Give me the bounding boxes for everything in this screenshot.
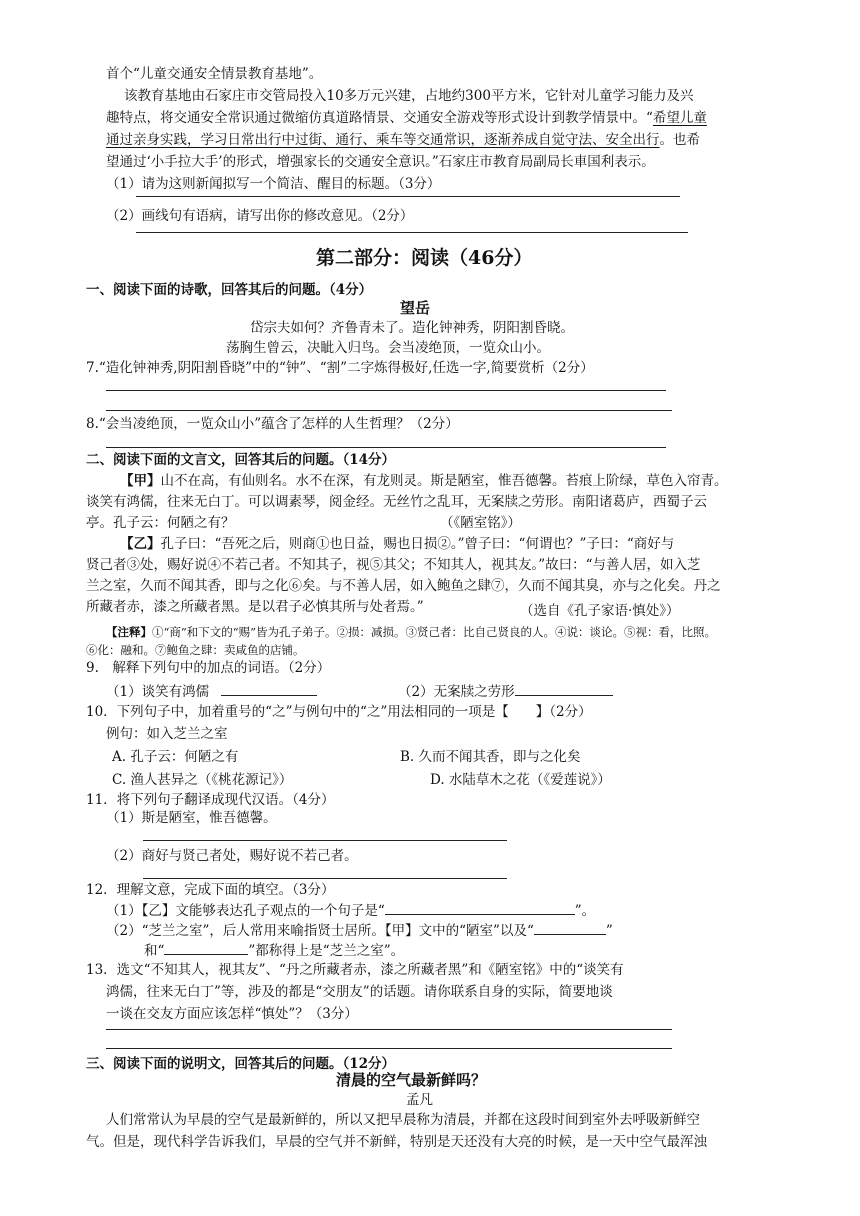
answer-line-q7-1[interactable] [106,390,666,391]
question-9-1 [106,681,317,702]
passage-yi-line-3: 兰之室，久而不闻其香，即与之化⑥矣。与不善人居，如入鲍鱼之肆⑦，久而不闻其臭，亦与之化矣。丹之 [86,578,721,594]
passage-yi-line-4: 所藏者赤，漆之所藏者黑。是以君子必慎其所与处者焉。” [86,599,424,615]
section-2-heading: 二、阅读下面的文言文，回答其后的问题。（14分） [86,452,396,468]
answer-line-q2[interactable] [136,232,688,233]
question-11: 11．将下列句子翻译成现代汉语。（4分） [86,792,335,808]
question-13-line-1: 13．选文“不知其人，视其友”、“丹之所藏者赤，漆之所藏者黑”和《陋室铭》中的“谈笑有 [86,962,624,978]
question-9: 9. 解释下列句中的加点的词语。（2分） [86,660,331,676]
article-para-line-2: 气。但是，现代科学告诉我们，早晨的空气并不新鲜，特别是天还没有大亮的时候，是一天中空气最浑浊 [86,1134,707,1150]
question-10: 10．下列句子中，加着重号的“之”与例句中的“之”用法相同的一项是【 】（2分） [86,704,592,720]
notes-line-2: ⑥化：融和。⑦鲍鱼之肆：卖咸鱼的店铺。 [86,643,305,657]
question-12-3-text: 和“ [144,943,165,959]
article-title: 清晨的空气最新鲜吗？ [336,1071,487,1089]
question-12-3-end: ”都称得上是“芝兰之室”。 [248,943,405,959]
answer-line-q13-2[interactable] [106,1048,672,1049]
underlined-sentence-start: 希望儿童 [652,110,707,126]
answer-line-q13-1[interactable] [106,1029,672,1030]
poem-title: 望岳 [400,299,431,317]
question-12-2-end: ” [605,923,613,939]
option-a[interactable]: A. 孔子云：何陋之有 [112,749,239,765]
article-para-line-1: 人们常常认为早晨的空气是最新鲜的，所以又把早晨称为清晨，并都在这段时间到室外去呼吸新鲜空 [106,1112,700,1128]
question-8: 8.“会当凌绝顶，一览众山小”蕴含了怎样的人生哲理？（2分） [86,416,459,432]
passage-yi-line-1 [120,534,674,554]
passage-yi-line-2: 贤己者③处，赐好说④不若己者。不知其子，视⑤其父；不知其人，视其友。”故曰：“与善人居，如入芝 [86,557,701,573]
answer-blank-q12-2[interactable] [534,920,606,935]
option-c[interactable]: C. 渔人甚异之（《桃花源记》） [112,772,293,788]
option-b[interactable]: B. 久而不闻其香，即与之化矣 [400,749,581,765]
intro-line-4 [106,130,700,150]
question-2: （2）画线句有语病，请写出你的修改意见。（2分） [106,208,414,224]
underlined-sentence: 通过亲身实践，学习日常出行中过街、通行、乘车等交通常识，逐渐养成自觉守法、安全出行 [106,132,660,148]
question-10-example: 例句：如入芝兰之室 [106,726,228,742]
part-two-title: 第二部分：阅读（46分） [316,247,533,269]
passage-jia-line-1 [120,471,728,491]
answer-blank-q12-1[interactable] [385,900,575,915]
passage-jia-tag: 【甲】 [120,473,161,489]
question-12-1 [106,900,595,921]
question-11-1: （1）斯是陋室，惟吾德馨。 [106,810,277,826]
question-12-2-text: （2）“芝兰之室”，后人常用来喻指贤士居所。【甲】文中的“陋室”以及“ [106,923,534,939]
question-9-2-text: （2）无案牍之劳形 [398,684,515,700]
question-12-1-end: ”。 [574,903,596,919]
question-13-line-3: 一谈在交友方面应该怎样“慎处”？（3分） [106,1006,358,1022]
notes-tag: 【注释】 [106,625,152,639]
passage-jia-line-3: 亭。孔子云：何陋之有？ [86,515,235,531]
intro-line-3-text: 趣特点，将交通安全常识通过微缩仿真道路情景、交通安全游戏等形式设计到教学情景中。“ [106,110,653,126]
question-12-1-text: （1）【乙】文能够表达孔子观点的一个句子是“ [106,903,385,919]
intro-line-1: 首个“儿童交通安全情景教育基地”。 [106,66,323,82]
poem-line-1: 岱宗夫如何？齐鲁青未了。造化钟神秀，阴阳割昏晓。 [250,320,574,336]
question-9-1-text: （1）谈笑有鸿儒 [106,684,210,700]
intro-line-5: 望通过‘小手拉大手’的形式，增强家长的交通安全意识。”石家庄市教育局副局长車国利表示。 [106,154,655,170]
passage-yi-source: （选自《孔子家语·慎处》） [520,603,680,619]
article-author: 孟凡 [406,1092,433,1108]
question-1: （1）请为这则新闻拟写一个简洁、醒目的标题。（3分） [106,176,441,192]
answer-line-q11-1[interactable] [143,840,507,841]
passage-jia-line-1-text: 山不在高，有仙则名。水不在深，有龙则灵。斯是陋室，惟吾德馨。苔痕上阶绿，草色入帘青。 [160,473,728,489]
passage-jia-source: （《陋室铭》） [440,515,521,531]
intro-line-4-text: 。也希 [659,132,700,148]
section-3-heading: 三、阅读下面的说明文，回答其后的问题。（12分） [86,1056,396,1072]
poem-line-2: 荡胸生曾云，决眦入归鸟。会当凌绝顶，一览众山小。 [226,340,550,356]
answer-blank-q12-3[interactable] [164,940,248,955]
option-d[interactable]: D. 水陆草木之花（《爱莲说》） [430,772,611,788]
notes-line-1 [106,622,716,642]
question-12-2 [106,920,613,941]
answer-blank-q9-2[interactable] [515,681,613,696]
passage-yi-tag: 【乙】 [120,536,161,552]
question-11-2: （2）商好与贤己者处，赐好说不若己者。 [106,848,358,864]
answer-line-q7-2[interactable] [106,410,672,411]
question-7: 7.“造化钟神秀,阴阳割昏晓”中的“钟”、“割”二字炼得极好,任选一字,简要赏析（2分） [86,360,594,376]
question-9-2 [398,681,613,702]
passage-yi-line-1-text: 孔子曰：“吾死之后，则商①也日益，赐也日损②。”曾子曰：“何谓也？”子曰：“商好与 [160,536,675,552]
question-13-line-2: 鸿儒，往来无白丁”等，涉及的都是“交朋友”的话题。请你联系自身的实际，简要地谈 [106,984,613,1000]
answer-line-q1[interactable] [136,196,680,197]
intro-line-2: 该教育基地由石家庄市交管局投入10多万元兴建，占地约300平方米，它针对儿童学习能力及兴 [124,88,694,104]
section-1-heading: 一、阅读下面的诗歌，回答其后的问题。（4分） [86,282,373,298]
answer-blank-q9-1[interactable] [221,681,317,696]
answer-line-q11-2[interactable] [143,878,507,879]
intro-line-3 [106,108,707,128]
passage-jia-line-2: 谈笑有鸿儒，往来无白丁。可以调素琴，阅金经。无丝竹之乱耳，无案牍之劳形。南阳诸葛庐，西蜀子云 [86,494,707,510]
question-12-3 [144,940,404,961]
notes-line-1-text: ①“商”和下文的“赐”皆为孔子弟子。②损：减损。③贤己者：比自己贤良的人。④说：谈论。⑤视：看，比照。 [152,625,717,639]
question-12: 12．理解文意，完成下面的填空。（3分） [86,882,335,898]
answer-line-q8[interactable] [106,447,666,448]
